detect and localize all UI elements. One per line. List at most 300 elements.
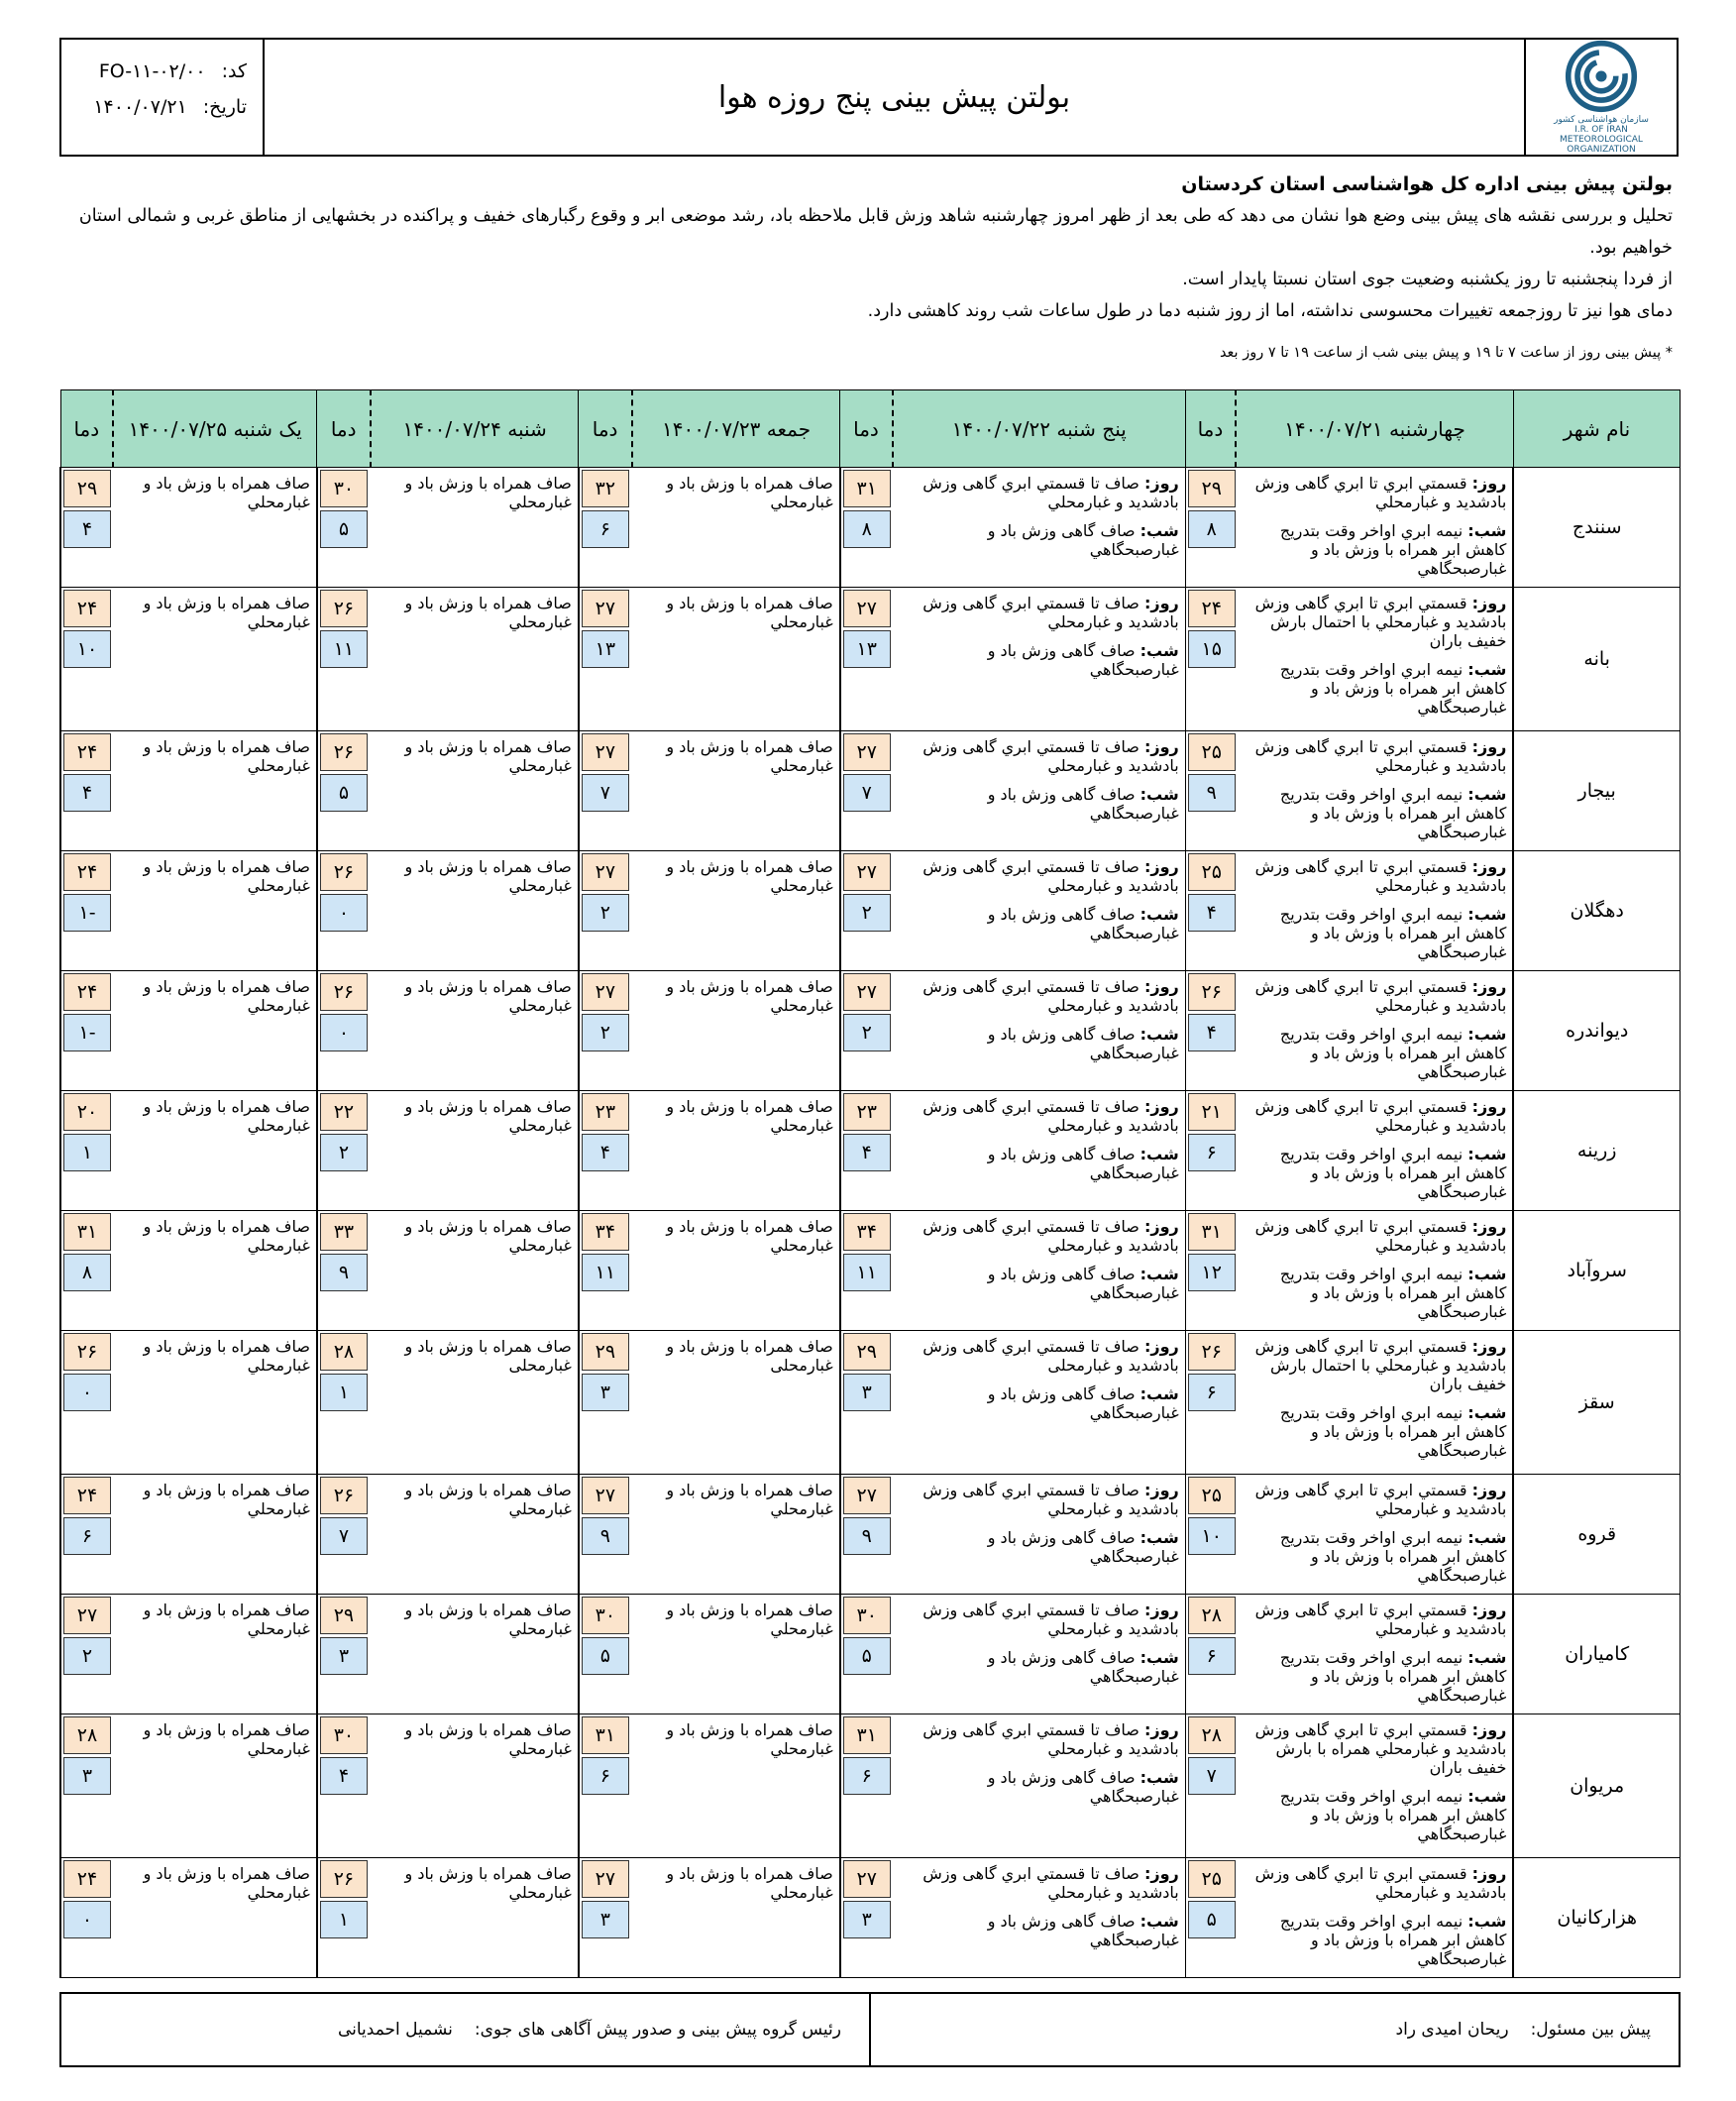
temperature-cell xyxy=(1185,971,1236,1091)
temperature-cell xyxy=(60,1475,113,1595)
city-column-header: نام شهر xyxy=(1513,390,1680,468)
night-forecast xyxy=(899,1528,1179,1566)
max-temp: ۳۰ xyxy=(320,1716,368,1754)
temperature-cell xyxy=(60,1211,113,1331)
max-temp: ۲۴ xyxy=(63,853,111,891)
max-temp: ۲۴ xyxy=(1188,590,1236,627)
day-column-header: یک شنبه ۱۴۰۰/۰۷/۲۵ xyxy=(113,390,317,468)
forecast-cell xyxy=(632,1475,840,1595)
min-temp: ۴ xyxy=(63,774,111,812)
day-forecast-text: صاف تا قسمتي ابري گاهی وزش بادشديد و غبارمحلي xyxy=(922,1097,1179,1135)
max-temp: ۳۲ xyxy=(582,470,629,507)
max-temp: ۲۲ xyxy=(320,1093,368,1131)
day-forecast-text: قسمتي ابري تا ابري گاهی وزش بادشديد و غبارمحلي xyxy=(1254,1217,1507,1255)
temperature-cell xyxy=(579,468,632,588)
min-temp: ۶ xyxy=(582,1757,629,1795)
temperature-cell xyxy=(579,1331,632,1475)
day-forecast xyxy=(1242,1601,1506,1638)
forecast-text: صاف همراه با وزش باد و غبارمحلي xyxy=(143,1097,310,1135)
day-forecast xyxy=(1242,1097,1506,1135)
city-name: زرینه xyxy=(1513,1091,1680,1211)
temperature-cell xyxy=(317,588,371,731)
min-temp: ۱۳ xyxy=(582,630,629,668)
night-forecast xyxy=(899,1025,1179,1062)
forecast-cell xyxy=(371,1858,579,1978)
night-forecast xyxy=(899,641,1179,679)
day-forecast-text: صاف تا قسمتي ابري گاهی وزش بادشديد و غبارمحلي xyxy=(922,737,1179,775)
max-temp: ۲۴ xyxy=(63,973,111,1011)
forecast-cell xyxy=(1236,1475,1513,1595)
temp-column-header: دما xyxy=(60,390,113,468)
night-label: شب: xyxy=(1139,1384,1179,1403)
max-temp: ۲۴ xyxy=(63,733,111,771)
forecast-cell xyxy=(893,1595,1186,1714)
forecast-cell xyxy=(1236,1858,1513,1978)
min-temp: ۲ xyxy=(843,894,891,932)
temperature-cell xyxy=(317,1595,371,1714)
night-forecast xyxy=(1242,905,1506,961)
day-forecast-text: قسمتي ابري تا ابري گاهی وزش بادشديد و غبارمحلي xyxy=(1254,1097,1507,1135)
day-label: روز: xyxy=(1471,1601,1507,1619)
temperature-cell xyxy=(1185,1714,1236,1858)
day-column-header: پنج شنبه ۱۴۰۰/۰۷/۲۲ xyxy=(893,390,1186,468)
temperature-cell xyxy=(579,1475,632,1595)
day-forecast-text: قسمتي ابري تا ابري گاهی وزش بادشديد و غبارمحلي با احتمال بارش خفيف باران xyxy=(1254,1337,1507,1393)
night-forecast xyxy=(1242,1145,1506,1201)
day-forecast xyxy=(899,1720,1179,1758)
night-forecast xyxy=(1242,521,1506,578)
day-label: روز: xyxy=(1471,737,1507,756)
forecast-cell xyxy=(1236,1595,1513,1714)
forecast-cell xyxy=(632,1714,840,1858)
day-label: روز: xyxy=(1471,1864,1507,1883)
max-temp: ۲۸ xyxy=(320,1333,368,1371)
min-temp: ۷ xyxy=(1188,1757,1236,1795)
max-temp: ۳۰ xyxy=(843,1597,891,1634)
day-forecast xyxy=(1242,594,1506,650)
min-temp: ۱۳ xyxy=(843,630,891,668)
day-forecast xyxy=(1242,474,1506,511)
max-temp: ۲۹ xyxy=(320,1597,368,1634)
day-forecast-text: صاف تا قسمتي ابري گاهی وزش بادشديد و غبارمحلي xyxy=(922,977,1179,1015)
temperature-cell xyxy=(1185,731,1236,851)
forecast-text: صاف همراه با وزش باد و غبارمحلي xyxy=(404,594,572,631)
max-temp: ۲۸ xyxy=(1188,1597,1236,1634)
night-forecast-text: صاف گاهی وزش باد و غبارصبحگاهي xyxy=(987,1265,1179,1302)
forecast-cell xyxy=(371,1595,579,1714)
max-temp: ۲۶ xyxy=(320,853,368,891)
temperature-cell xyxy=(840,731,893,851)
day-forecast xyxy=(899,737,1179,775)
temperature-cell xyxy=(840,1331,893,1475)
night-forecast xyxy=(899,1912,1179,1949)
temperature-cell xyxy=(60,1331,113,1475)
day-label: روز: xyxy=(1471,474,1507,493)
night-forecast-text: نيمه ابري اواخر وقت بتدريج كاهش ابر همراه با وزش باد و غبارصبحگاهي xyxy=(1279,1528,1507,1585)
min-temp: ۱۲ xyxy=(1188,1254,1236,1291)
day-forecast xyxy=(1242,857,1506,895)
day-label: روز: xyxy=(1471,1217,1507,1236)
forecast-cell xyxy=(632,731,840,851)
temperature-cell xyxy=(840,851,893,971)
max-temp: ۲۹ xyxy=(582,1333,629,1371)
forecast-cell xyxy=(113,1858,317,1978)
day-label: روز: xyxy=(1471,977,1507,996)
forecast-cell xyxy=(113,468,317,588)
min-temp: ۰ xyxy=(320,894,368,932)
temperature-cell xyxy=(1185,1211,1236,1331)
day-column-header: شنبه ۱۴۰۰/۰۷/۲۴ xyxy=(371,390,579,468)
forecast-cell xyxy=(113,1091,317,1211)
forecast-cell xyxy=(1236,851,1513,971)
day-label: روز: xyxy=(1471,857,1507,876)
day-label: روز: xyxy=(1471,1720,1507,1739)
night-forecast xyxy=(899,905,1179,942)
max-temp: ۲۶ xyxy=(320,973,368,1011)
forecast-text: صاف همراه با وزش باد و غبارمحلي xyxy=(666,594,833,631)
min-temp: ۱۱ xyxy=(582,1254,629,1291)
max-temp: ۲۶ xyxy=(63,1333,111,1371)
temperature-cell xyxy=(60,731,113,851)
forecast-text: صاف همراه با وزش باد و غبارمحلي xyxy=(143,474,310,511)
forecast-cell xyxy=(893,1858,1186,1978)
forecast-text: صاف همراه با وزش باد و غبارمحلي xyxy=(666,977,833,1015)
forecast-cell xyxy=(1236,971,1513,1091)
forecast-text: صاف همراه با وزش باد و غبارمحلي xyxy=(666,1601,833,1638)
min-temp: ۷ xyxy=(843,774,891,812)
forecast-cell xyxy=(893,588,1186,731)
day-label: روز: xyxy=(1143,1720,1179,1739)
forecast-cell xyxy=(113,588,317,731)
night-forecast-text: نيمه ابري اواخر وقت بتدريج كاهش ابر همراه با وزش باد و غبارصبحگاهي xyxy=(1279,905,1507,961)
night-forecast xyxy=(899,1145,1179,1182)
forecast-text: صاف همراه با وزش باد و غبارمحلي xyxy=(404,1864,572,1902)
min-temp: ۳ xyxy=(582,1901,629,1938)
night-forecast xyxy=(1242,1787,1506,1843)
day-label: روز: xyxy=(1143,1481,1179,1499)
min-temp: ۱۱ xyxy=(320,630,368,668)
forecast-summary xyxy=(61,168,1673,369)
max-temp: ۲۷ xyxy=(582,973,629,1011)
forecast-text: صاف همراه با وزش باد و غبارمحلي xyxy=(143,1601,310,1638)
temperature-cell xyxy=(840,1211,893,1331)
temperature-cell xyxy=(60,468,113,588)
table-row xyxy=(60,851,1681,971)
temperature-cell xyxy=(840,1595,893,1714)
forecast-cell xyxy=(632,588,840,731)
day-label: روز: xyxy=(1143,1217,1179,1236)
table-row xyxy=(60,731,1681,851)
night-label: شب: xyxy=(1139,641,1179,660)
forecast-cell xyxy=(632,1331,840,1475)
max-temp: ۲۹ xyxy=(1188,470,1236,507)
night-forecast-text: صاف گاهی وزش باد و غبارصبحگاهي xyxy=(987,1025,1179,1062)
forecast-time-note: * پیش بینی روز از ساعت ۷ تا ۱۹ و پیش بینی شب از ساعت ۱۹ تا ۷ روز بعد xyxy=(1219,345,1673,361)
day-label: روز: xyxy=(1471,1337,1507,1356)
document-header xyxy=(59,38,1679,157)
min-temp: ۲ xyxy=(320,1134,368,1171)
temperature-cell xyxy=(317,851,371,971)
day-forecast-text: صاف تا قسمتي ابري گاهی وزش بادشديد و غبارمحلي xyxy=(922,594,1179,631)
night-forecast-text: نيمه ابري اواخر وقت بتدريج كاهش ابر همراه با وزش باد و غبارصبحگاهي xyxy=(1279,785,1507,841)
night-forecast-text: صاف گاهی وزش باد و غبارصبحگاهي xyxy=(987,1768,1179,1806)
max-temp: ۲۹ xyxy=(63,470,111,507)
forecast-cell xyxy=(371,971,579,1091)
max-temp: ۲۷ xyxy=(843,590,891,627)
min-temp: ۰ xyxy=(63,1901,111,1938)
day-forecast-text: صاف تا قسمتي ابري گاهی وزش بادشديد و غبارمحلی xyxy=(922,1337,1179,1375)
table-row xyxy=(60,971,1681,1091)
night-label: شب: xyxy=(1467,1912,1507,1931)
forecast-cell xyxy=(1236,1211,1513,1331)
forecast-cell xyxy=(113,1331,317,1475)
temperature-cell xyxy=(579,1211,632,1331)
min-temp: ۵ xyxy=(1188,1901,1236,1938)
night-forecast-text: صاف گاهی وزش باد و غبارصبحگاهي xyxy=(987,641,1179,679)
day-forecast-text: قسمتي ابري تا ابري گاهی وزش بادشديد و غبارمحلي xyxy=(1254,1481,1507,1518)
night-forecast-text: نيمه ابري اواخر وقت بتدريج كاهش ابر همراه با وزش باد و غبارصبحگاهي xyxy=(1279,1403,1507,1460)
forecast-cell xyxy=(1236,588,1513,731)
day-label: روز: xyxy=(1143,594,1179,612)
min-temp: ۳ xyxy=(582,1374,629,1411)
max-temp: ۲۷ xyxy=(843,973,891,1011)
logo-text-line: I.R. OF IRAN xyxy=(1574,125,1628,135)
forecast-text: صاف همراه با وزش باد و غبارمحلي xyxy=(143,1217,310,1255)
forecast-cell xyxy=(893,1211,1186,1331)
max-temp: ۲۷ xyxy=(63,1597,111,1634)
city-name: سنندج xyxy=(1513,468,1680,588)
night-label: شب: xyxy=(1467,660,1507,679)
min-temp: ۹ xyxy=(320,1254,368,1291)
forecast-text: صاف همراه با وزش باد و غبارمحلي xyxy=(143,1337,310,1375)
temperature-cell xyxy=(579,971,632,1091)
temperature-cell xyxy=(1185,1475,1236,1595)
max-temp: ۲۷ xyxy=(843,733,891,771)
day-label: روز: xyxy=(1143,737,1179,756)
forecast-cell xyxy=(632,1595,840,1714)
max-temp: ۲۷ xyxy=(582,853,629,891)
meteorological-organization-logo xyxy=(1524,40,1677,155)
day-forecast-text: صاف تا قسمتي ابري گاهی وزش بادشديد و غبارمحلي xyxy=(922,474,1179,511)
forecast-cell xyxy=(893,851,1186,971)
forecaster-signature xyxy=(871,1994,1679,2065)
max-temp: ۲۶ xyxy=(320,590,368,627)
night-forecast xyxy=(1242,1025,1506,1081)
temperature-cell xyxy=(60,851,113,971)
min-temp: ۴ xyxy=(320,1757,368,1795)
day-label: روز: xyxy=(1143,1601,1179,1619)
forecast-text: صاف همراه با وزش باد و غبارمحلي xyxy=(666,1864,833,1902)
forecast-text: صاف همراه با وزش باد و غبارمحلي xyxy=(143,1864,310,1902)
forecast-text: صاف همراه با وزش باد و غبارمحلي xyxy=(143,1720,310,1758)
max-temp: ۳۱ xyxy=(582,1716,629,1754)
summary-paragraph: دمای هوا نیز تا روزجمعه تغییرات محسوسی نداشته، اما از روز شنبه دما در طول ساعات شب روند کاهشی دارد. xyxy=(867,301,1673,321)
day-forecast xyxy=(1242,1217,1506,1255)
day-forecast xyxy=(1242,1337,1506,1393)
forecast-text: صاف همراه با وزش باد و غبارمحلي xyxy=(404,737,572,775)
day-label: روز: xyxy=(1471,1481,1507,1499)
temperature-cell xyxy=(579,1714,632,1858)
forecast-cell xyxy=(1236,468,1513,588)
min-temp: ۹ xyxy=(843,1517,891,1555)
min-temp: ۶ xyxy=(63,1517,111,1555)
day-forecast-text: قسمتي ابري تا ابري گاهی وزش بادشديد و غبارمحلي xyxy=(1254,857,1507,895)
max-temp: ۲۶ xyxy=(320,733,368,771)
temp-column-header: دما xyxy=(317,390,371,468)
min-temp: ۳ xyxy=(843,1901,891,1938)
temperature-cell xyxy=(317,1331,371,1475)
temperature-cell xyxy=(1185,588,1236,731)
forecast-table xyxy=(59,389,1681,1978)
night-forecast xyxy=(1242,1648,1506,1705)
day-forecast xyxy=(899,1864,1179,1902)
min-temp: ۷ xyxy=(320,1517,368,1555)
head-label: رئیس گروه پیش بینی و صدور پیش آگاهی های جوی: xyxy=(474,2020,841,2040)
night-forecast-text: نيمه ابري اواخر وقت بتدريج كاهش ابر همراه با وزش باد و غبارصبحگاهي xyxy=(1279,1145,1507,1201)
city-name: مریوان xyxy=(1513,1714,1680,1858)
temperature-cell xyxy=(60,1595,113,1714)
min-temp: ۱۱ xyxy=(843,1254,891,1291)
max-temp: ۲۷ xyxy=(843,1477,891,1514)
night-forecast-text: صاف گاهی وزش باد و غبارصبحگاهي xyxy=(987,785,1179,823)
max-temp: ۲۸ xyxy=(63,1716,111,1754)
forecast-text: صاف همراه با وزش باد و غبارمحلي xyxy=(666,1720,833,1758)
forecast-text: صاف همراه با وزش باد و غبارمحلي xyxy=(404,1601,572,1638)
max-temp: ۲۶ xyxy=(320,1860,368,1898)
max-temp: ۲۸ xyxy=(1188,1716,1236,1754)
forecast-cell xyxy=(1236,1714,1513,1858)
day-label: روز: xyxy=(1143,1097,1179,1116)
table-row xyxy=(60,1475,1681,1595)
forecast-cell xyxy=(632,1211,840,1331)
night-forecast xyxy=(899,1648,1179,1686)
forecast-table-body xyxy=(60,468,1681,1978)
logo-text xyxy=(1554,115,1649,155)
night-forecast-text: نيمه ابري اواخر وقت بتدريج كاهش ابر همراه با وزش باد و غبارصبحگاهي xyxy=(1279,660,1507,717)
min-temp: ۹ xyxy=(1188,774,1236,812)
forecast-cell xyxy=(893,731,1186,851)
min-temp: ۳ xyxy=(320,1637,368,1675)
forecast-cell xyxy=(371,468,579,588)
forecast-cell xyxy=(893,468,1186,588)
max-temp: ۳۱ xyxy=(843,470,891,507)
max-temp: ۳۰ xyxy=(320,470,368,507)
day-forecast-text: قسمتي ابري تا ابري گاهی وزش بادشديد و غبارمحلي xyxy=(1254,1864,1507,1902)
night-label: شب: xyxy=(1467,905,1507,924)
night-label: شب: xyxy=(1467,1528,1507,1547)
night-forecast-text: صاف گاهی وزش باد و غبارصبحگاهي xyxy=(987,1145,1179,1182)
day-forecast xyxy=(1242,1481,1506,1518)
forecast-cell xyxy=(371,1331,579,1475)
table-row xyxy=(60,1091,1681,1211)
forecast-text: صاف همراه با وزش باد و غبارمحلي xyxy=(404,1097,572,1135)
table-header-row xyxy=(60,390,1681,468)
temperature-cell xyxy=(1185,851,1236,971)
night-label: شب: xyxy=(1139,1912,1179,1931)
night-label: شب: xyxy=(1139,785,1179,804)
temperature-cell xyxy=(579,1595,632,1714)
min-temp: ۰ xyxy=(63,1374,111,1411)
forecast-cell xyxy=(893,1714,1186,1858)
night-forecast xyxy=(1242,785,1506,841)
forecast-cell xyxy=(893,971,1186,1091)
document-meta xyxy=(61,40,265,155)
min-temp: ۶ xyxy=(1188,1134,1236,1171)
max-temp: ۲۵ xyxy=(1188,1477,1236,1514)
day-forecast-text: صاف تا قسمتي ابري گاهی وزش بادشديد و غبارمحلي xyxy=(922,1481,1179,1518)
forecast-cell xyxy=(632,468,840,588)
temperature-cell xyxy=(1185,1858,1236,1978)
forecast-cell xyxy=(113,1595,317,1714)
temperature-cell xyxy=(317,468,371,588)
temperature-cell xyxy=(840,1091,893,1211)
max-temp: ۲۹ xyxy=(843,1333,891,1371)
forecast-text: صاف همراه با وزش باد و غبارمحلي xyxy=(666,1217,833,1255)
date-row xyxy=(61,89,247,125)
day-label: روز: xyxy=(1471,594,1507,612)
night-label: شب: xyxy=(1139,905,1179,924)
forecast-text: صاف همراه با وزش باد و غبارمحلي xyxy=(666,737,833,775)
night-forecast xyxy=(1242,1403,1506,1460)
night-label: شب: xyxy=(1467,785,1507,804)
forecast-cell xyxy=(632,1091,840,1211)
min-temp: ۶ xyxy=(843,1757,891,1795)
forecast-cell xyxy=(893,1091,1186,1211)
forecast-cell xyxy=(893,1331,1186,1475)
day-forecast-text: قسمتي ابري تا ابري گاهی وزش بادشديد و غبارمحلي xyxy=(1254,977,1507,1015)
forecast-text: صاف همراه با وزش باد و غبارمحلي xyxy=(666,857,833,895)
spiral-logo-icon xyxy=(1562,40,1641,113)
forecast-text: صاف همراه با وزش باد و غبارمحلي xyxy=(143,1481,310,1518)
forecast-text: صاف همراه با وزش باد و غبارمحلي xyxy=(404,1481,572,1518)
min-temp: ۷ xyxy=(582,774,629,812)
night-forecast xyxy=(899,1384,1179,1422)
summary-paragraph: از فردا پنجشنبه تا روز یکشنبه وضعیت جوی استان نسبتا پایدار است. xyxy=(1182,270,1673,289)
max-temp: ۳۴ xyxy=(843,1213,891,1251)
day-forecast xyxy=(1242,977,1506,1015)
forecast-cell xyxy=(1236,731,1513,851)
forecast-cell xyxy=(632,851,840,971)
forecast-cell xyxy=(371,1211,579,1331)
city-name: بیجار xyxy=(1513,731,1680,851)
forecast-text: صاف همراه با وزش باد و غبارمحلي xyxy=(143,857,310,895)
min-temp: ۲ xyxy=(582,894,629,932)
min-temp: ۲ xyxy=(63,1637,111,1675)
date-value: ۱۴۰۰/۰۷/۲۱ xyxy=(93,96,187,118)
night-forecast xyxy=(899,1265,1179,1302)
forecast-cell xyxy=(632,971,840,1091)
max-temp: ۳۱ xyxy=(1188,1213,1236,1251)
logo-text-line: METEOROLOGICAL xyxy=(1560,135,1643,145)
forecast-text: صاف همراه با وزش باد و غبارمحلي xyxy=(404,1720,572,1758)
min-temp: ۸ xyxy=(63,1254,111,1291)
max-temp: ۲۱ xyxy=(1188,1093,1236,1131)
max-temp: ۲۰ xyxy=(63,1093,111,1131)
min-temp: ۱۵ xyxy=(1188,630,1236,668)
table-row xyxy=(60,468,1681,588)
temperature-cell xyxy=(1185,1331,1236,1475)
city-name: بانه xyxy=(1513,588,1680,731)
forecast-cell xyxy=(371,851,579,971)
day-forecast-text: قسمتي ابري تا ابري گاهی وزش بادشديد و غبارمحلي همراه با بارش خفيف باران xyxy=(1254,1720,1507,1777)
min-temp: ۱ xyxy=(63,1134,111,1171)
forecast-text: صاف همراه با وزش باد و غبارمحلی xyxy=(666,1337,833,1375)
max-temp: ۳۱ xyxy=(843,1716,891,1754)
forecast-text: صاف همراه با وزش باد و غبارمحلي xyxy=(404,977,572,1015)
night-forecast-text: نيمه ابري اواخر وقت بتدريج كاهش ابر همراه با وزش باد و غبارصبحگاهي xyxy=(1279,1912,1507,1968)
forecast-text: صاف همراه با وزش باد و غبارمحلي xyxy=(666,1481,833,1518)
forecaster-label: پیش بین مسئول: xyxy=(1530,2020,1651,2040)
